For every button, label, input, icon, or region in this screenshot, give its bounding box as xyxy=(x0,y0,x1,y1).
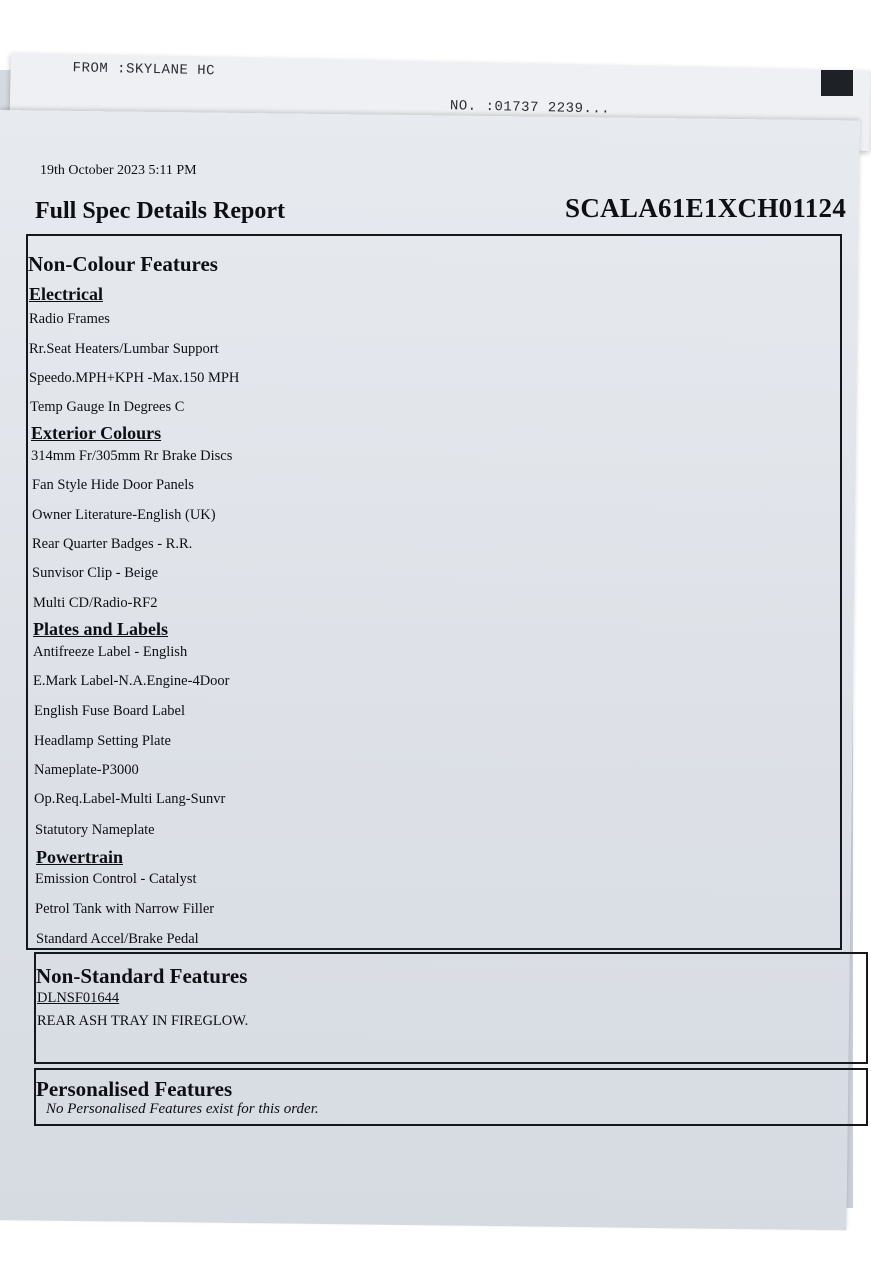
feature-item: Antifreeze Label - English xyxy=(33,644,188,660)
report-timestamp: 19th October 2023 5:11 PM xyxy=(40,163,197,178)
feature-item: 314mm Fr/305mm Rr Brake Discs xyxy=(31,448,233,464)
feature-item: Rear Quarter Badges - R.R. xyxy=(32,536,193,552)
personalised-features-title: Personalised Features xyxy=(36,1077,233,1101)
non-colour-features-title: Non-Colour Features xyxy=(28,252,218,276)
feature-item: English Fuse Board Label xyxy=(34,703,186,719)
dark-corner xyxy=(821,70,853,96)
fax-number-text: NO. :01737 2239... xyxy=(449,98,611,118)
feature-item: Speedo.MPH+KPH -Max.150 MPH xyxy=(29,370,240,386)
feature-item: Radio Frames xyxy=(29,311,110,327)
group-title-electrical: Electrical xyxy=(29,284,103,304)
feature-item: Petrol Tank with Narrow Filler xyxy=(35,901,215,917)
report-title: Full Spec Details Report xyxy=(35,198,285,224)
feature-item: Fan Style Hide Door Panels xyxy=(32,477,194,493)
feature-item: Rr.Seat Heaters/Lumbar Support xyxy=(29,341,219,357)
feature-item: Nameplate-P3000 xyxy=(34,762,139,778)
group-title-plates-and-labels: Plates and Labels xyxy=(33,619,169,639)
vin-number: SCALA61E1XCH01124 xyxy=(565,193,847,223)
feature-item: Emission Control - Catalyst xyxy=(35,871,197,887)
feature-item: E.Mark Label-N.A.Engine-4Door xyxy=(33,673,230,689)
feature-item: Headlamp Setting Plate xyxy=(34,733,171,749)
feature-item: Standard Accel/Brake Pedal xyxy=(36,931,199,947)
feature-item: Temp Gauge In Degrees C xyxy=(30,399,185,415)
feature-item: Multi CD/Radio-RF2 xyxy=(33,595,158,611)
non-standard-features-title: Non-Standard Features xyxy=(36,964,248,988)
feature-item: Statutory Nameplate xyxy=(35,822,155,838)
personalised-features-note: No Personalised Features exist for this order. xyxy=(46,1101,319,1117)
feature-item: Owner Literature-English (UK) xyxy=(32,507,216,523)
non-standard-description: REAR ASH TRAY IN FIREGLOW. xyxy=(37,1013,249,1029)
non-standard-code: DLNSF01644 xyxy=(37,990,120,1006)
fax-from-text: FROM :SKYLANE HC xyxy=(72,60,216,80)
feature-item: Sunvisor Clip - Beige xyxy=(32,565,159,581)
feature-item: Op.Req.Label-Multi Lang-Sunvr xyxy=(34,791,226,807)
group-title-powertrain: Powertrain xyxy=(36,847,123,867)
group-title-exterior-colours: Exterior Colours xyxy=(31,423,162,443)
